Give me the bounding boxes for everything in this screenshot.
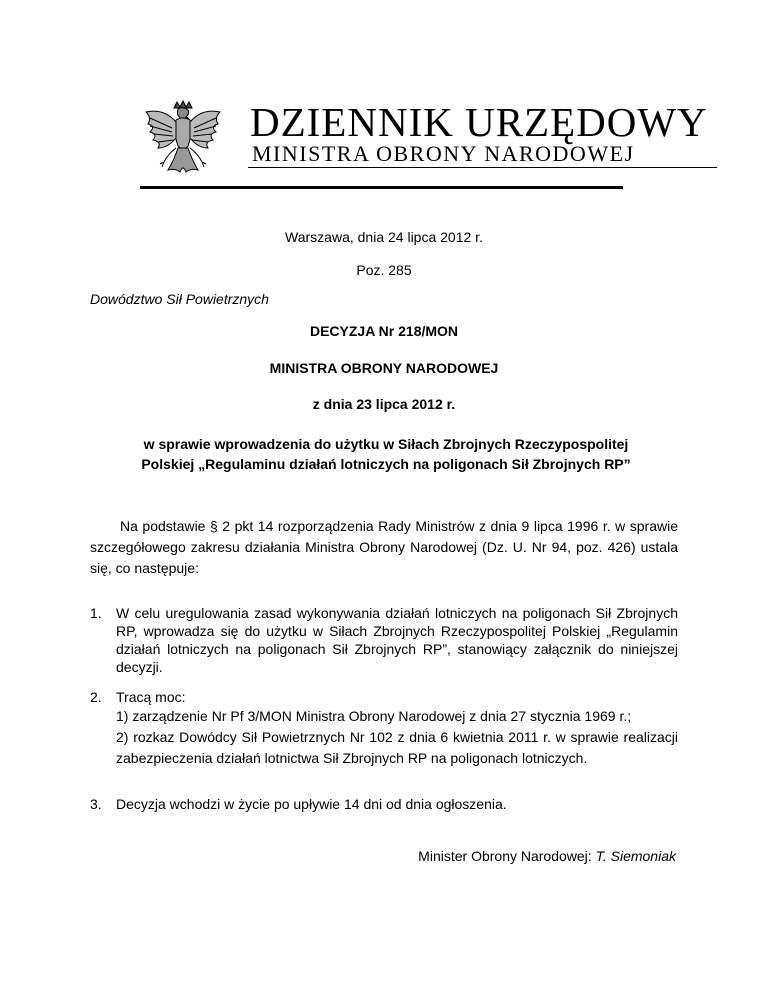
decision-date: z dnia 23 lipca 2012 r. (312, 396, 456, 412)
signature (418, 847, 676, 865)
item-text: W celu uregulowania zasad wykonywania działań lotniczych na poligonach Sił Zbrojnych RP, wprowadza się do użytku w Siłach Zbrojnych Rzeczypospolitej Polskiej „Regulamin działań lotniczych na poligonach Sił Zbrojnych RP”, stanowiący załącznik do niniejszej decyzji. (116, 605, 678, 675)
sub-item: 1) zarządzenie Nr Pf 3/MON Ministra Obrony Narodowej z dnia 27 stycznia 1969 r.; (116, 708, 632, 724)
position-number: Poz. 285 (356, 262, 412, 278)
list-item (90, 688, 678, 769)
decision-subject (96, 434, 676, 474)
header-divider (140, 186, 623, 189)
list-item (90, 795, 678, 813)
decision-authority: MINISTRA OBRONY NARODOWEJ (269, 360, 499, 376)
eagle-emblem-icon (138, 98, 228, 188)
decision-number: DECYZJA Nr 218/MON (309, 323, 459, 339)
place-date: Warszawa, dnia 24 lipca 2012 r. (285, 229, 483, 245)
item-number: 3. (90, 796, 102, 812)
signature-name: T. Siemoniak (595, 848, 676, 864)
sub-item: 2) rozkaz Dowódcy Sił Powietrznych Nr 102 z dnia 6 kwietnia 2011 r. w sprawie realizacji zabezpieczenia działań lotnictwa Sił Zbrojnych RP na poligonach lotniczych. (116, 729, 678, 766)
subject-line-1: w sprawie wprowadzenia do użytku w Siłach Zbrojnych Rzeczypospolitej (143, 436, 629, 452)
item-text: Decyzja wchodzi w życie po upływie 14 dni od dnia ogłoszenia. (116, 796, 507, 812)
issuer: Dowództwo Sił Powietrznych (90, 291, 269, 307)
subject-line-2: Polskiej „Regulaminu działań lotniczych na poligonach Sił Zbrojnych RP” (141, 456, 631, 472)
item-number: 1. (90, 605, 102, 621)
masthead-divider (248, 167, 717, 168)
item-number: 2. (90, 689, 102, 705)
signature-role: Minister Obrony Narodowej: (418, 848, 596, 864)
masthead-subtitle: MINISTRA OBRONY NARODOWEJ (252, 141, 635, 166)
preamble: Na podstawie § 2 pkt 14 rozporządzenia Rady Ministrów z dnia 9 lipca 1996 r. w sprawie szczegółowego zakresu działania Ministra Obrony Narodowej (Dz. U. Nr 94, poz. 426) ustala się, co następuje: (90, 518, 678, 576)
list-item (90, 604, 678, 676)
item-text: Tracą moc: (116, 689, 186, 705)
masthead-title: DZIENNIK URZĘDOWY (250, 99, 708, 145)
